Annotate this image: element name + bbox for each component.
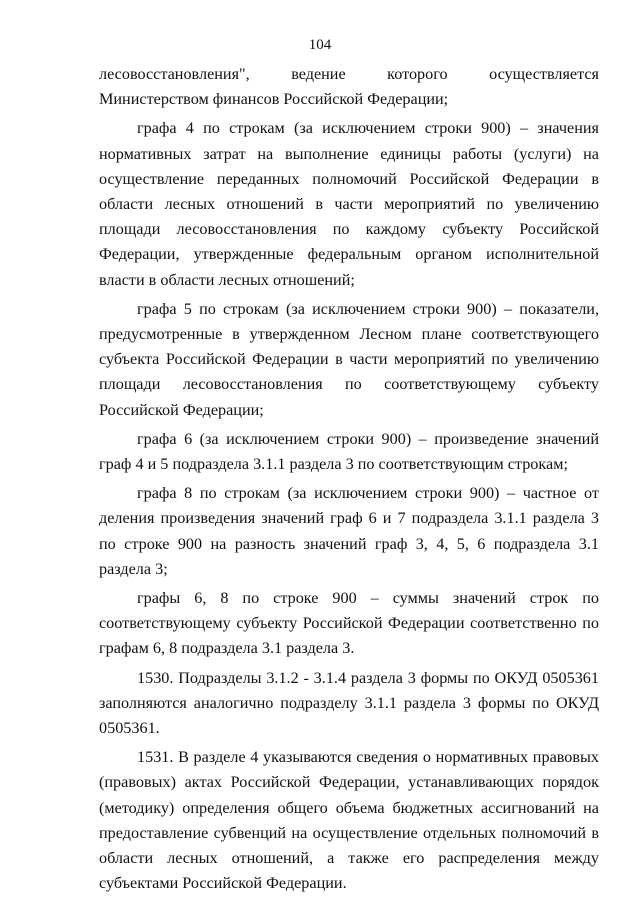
paragraph-column-5: графа 5 по строкам (за исключением строки 900) – показатели, предусмотренные в утвержденном Лесном плане соответствующего субъекта Российской Федерации в части мероприятий по увеличению площади лесовосстановления по соответствующему субъекту Российской Федерации; <box>99 299 599 419</box>
paragraph-columns-6-8-row-900: графы 6, 8 по строке 900 – суммы значений строк по соответствующему субъекту Российской Федерации соответственно по графам 6, 8 подраздела 3.1 раздела 3. <box>99 589 599 658</box>
paragraph-column-8: графа 8 по строкам (за исключением строки 900) – частное от деления произведения значений граф 6 и 7 подраздела 3.1.1 раздела 3 по строке 900 на разность значений граф 3, 4, 5, 6 подраздела 3.1 раздела 3; <box>99 484 599 578</box>
document-body <box>99 62 599 901</box>
paragraph-clause-1530: 1530. Подразделы 3.1.2 - 3.1.4 раздела 3 формы по ОКУД 0505361 заполняются аналогично подразделу 3.1.1 раздела 3 формы по ОКУД 0505361. <box>99 668 599 738</box>
paragraph-column-4: графа 4 по строкам (за исключением строки 900) – значения нормативных затрат на выполнение единицы работы (услуги) на осуществление переданных полномочий Российской Федерации в области лесных отношений в части мероприятий по увеличению площади лесовосстановления по каждому субъекту Российской Федерации, утвержденные федеральным органом исполнительной власти в области лесных отношений; <box>99 119 599 289</box>
paragraph-column-6: графа 6 (за исключением строки 900) – произведение значений граф 4 и 5 подраздела 3.1.1 раздела 3 по соответствующим строкам; <box>99 429 599 474</box>
paragraph-continuation: лесовосстановления", ведение которого осуществляется Министерством финансов Российской Федерации; <box>99 65 599 109</box>
page-number: 104 <box>308 37 332 53</box>
paragraph-clause-1531: 1531. В разделе 4 указываются сведения о нормативных правовых (правовых) актах Российской Федерации, устанавливающих порядок (методику) определения общего объема бюджетных ассигнований на предоставление субвенций на осуществление отдельных полномочий в области лесных отношений, а также его распределения между субъектами Российской Федерации. <box>99 748 599 893</box>
